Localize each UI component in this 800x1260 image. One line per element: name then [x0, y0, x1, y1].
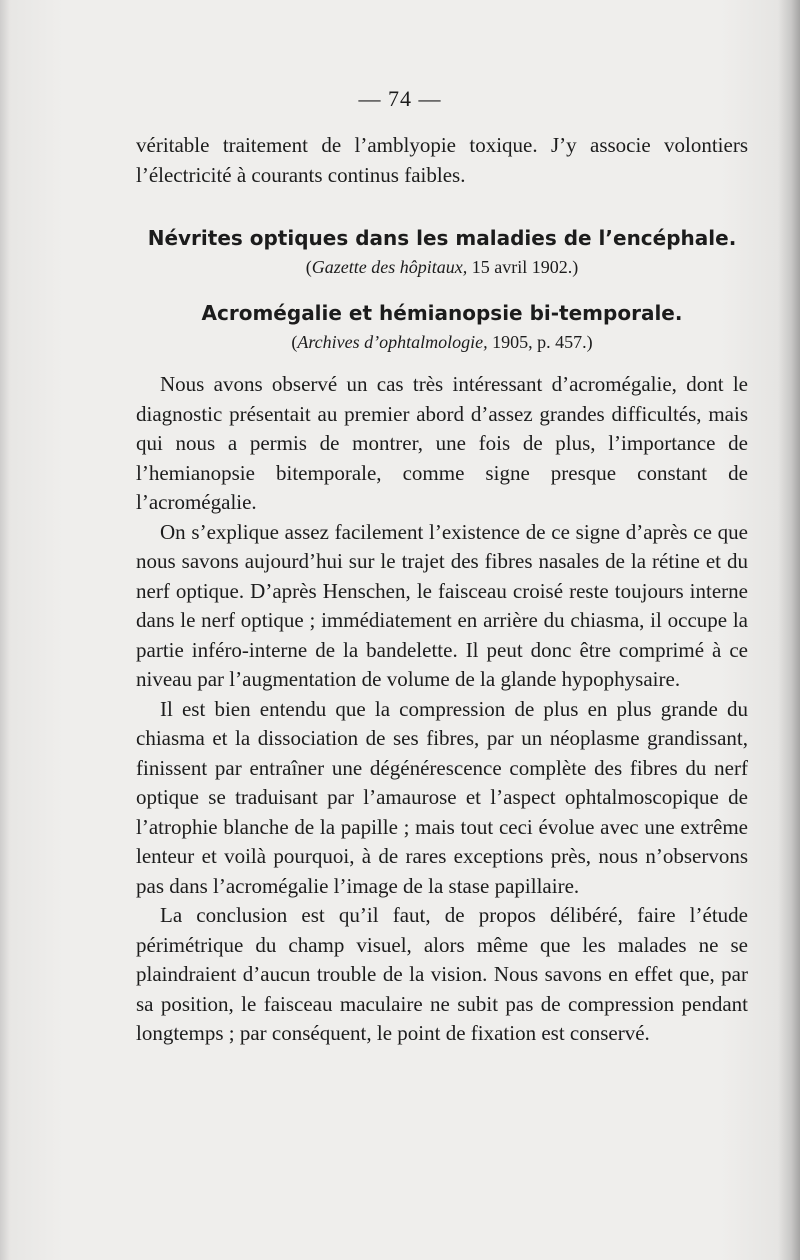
page-right-shadow: [778, 0, 800, 1260]
section-heading-acromegalie: Acromégalie et hémianopsie bi-temporale.: [201, 301, 683, 325]
citation-source: Archives d’ophtalmologie,: [297, 332, 488, 352]
paragraph: Il est bien entendu que la compression de plus en plus grande du chiasma et la dissociation de ses fibres, par un néoplasme grandissant, finissent par entraîner une dégénérescence complète des fibres du nerf optique se traduisant par l’amaurose et l’aspect ophtalmoscopique de l’atrophie blanche de la papille ; mais tout ceci évolue avec une extrême lenteur et voilà pourquoi, à de rares exceptions près, nous n’observons pas dans l’acromégalie l’image de la stase papillaire.: [136, 696, 748, 898]
paragraph: Nous avons observé un cas très intéressant d’acromégalie, dont le diagnostic présentait au premier abord d’assez grandes difficultés, mais qui nous a permis de montrer, une fois de plus, l’importance de l’hemianopsie bitemporale, comme signe presque constant de l’acromégalie.: [136, 372, 748, 514]
intro-text: [136, 131, 748, 190]
paragraph: La conclusion est qu’il faut, de propos délibéré, faire l’étude périmétrique du champ visuel, alors même que les malades ne se plaindraient d’aucun trouble de la vision. Nous savons en effet que, par sa position, le faisceau maculaire ne subit pas de compression pendant longtemps ; par conséquent, le point de fixation est conservé.: [136, 903, 748, 1045]
page-number: — 74 —: [358, 86, 442, 111]
section-citation-acromegalie: (Archives d’ophtalmologie, 1905, p. 457.): [291, 332, 593, 352]
section-citation-nevrites: (Gazette des hôpitaux, 15 avril 1902.): [305, 257, 579, 277]
intro-line-1: véritable traitement de l’amblyopie toxique. J’y associe volontiers: [136, 133, 748, 157]
intro-line-2: l’électricité à courants continus faibles.: [136, 162, 466, 187]
citation-date: 1905, p. 457.: [492, 332, 587, 352]
citation-source: Gazette des hôpitaux,: [311, 257, 468, 277]
citation-date: 15 avril 1902.: [471, 257, 573, 277]
page-left-shadow: [0, 0, 10, 1260]
paragraph: On s’explique assez facilement l’existence de ce signe d’après ce que nous savons aujourd’hui sur le trajet des fibres nasales de la rétine et du nerf optique. D’après Henschen, le faisceau croisé reste toujours interne dans le nerf optique ; immédiatement en arrière du chiasma, il occupe la partie inféro-interne de la bandelette. Il peut donc être comprimé à ce niveau par l’augmentation de volume de la glande hypophysaire.: [136, 519, 748, 691]
section-heading-nevrites: Névrites optiques dans les maladies de l’encéphale.: [147, 226, 737, 250]
body-text: [136, 370, 748, 1049]
